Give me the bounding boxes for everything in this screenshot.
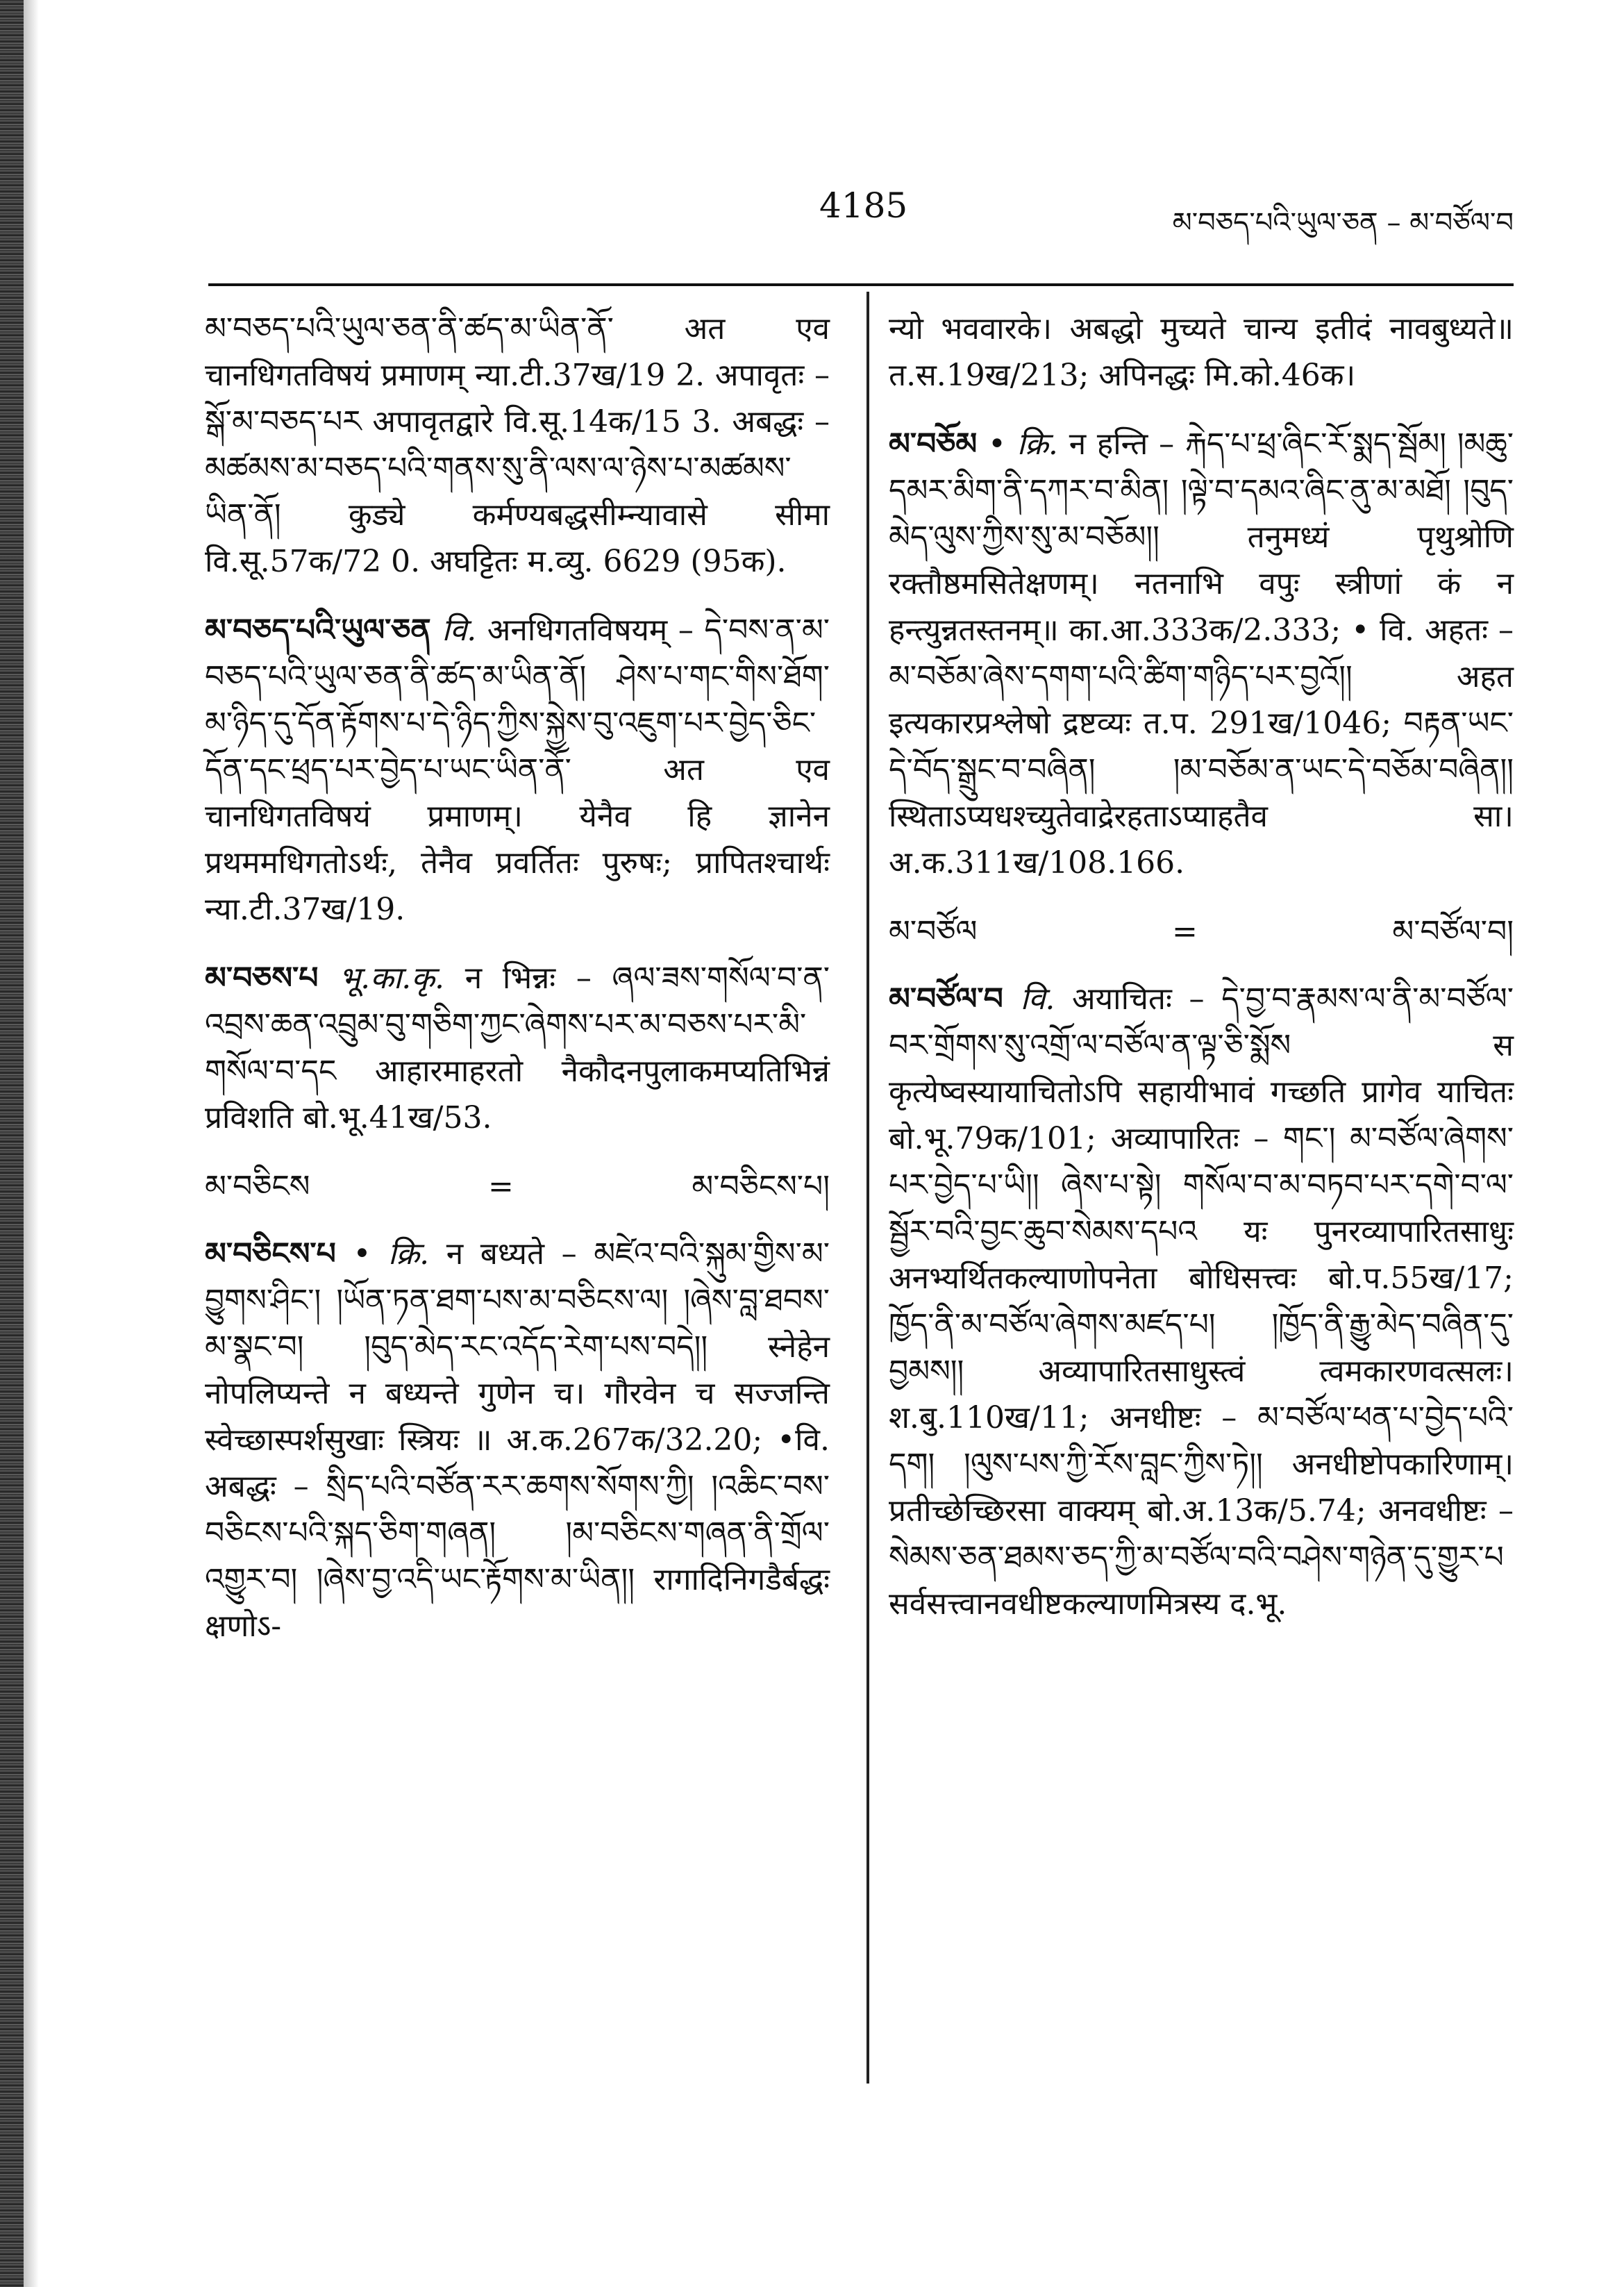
xref-target: མ་བཅིངས་པ།: [692, 1169, 830, 1204]
page-header: [208, 177, 1514, 239]
right-column: [889, 306, 1514, 1649]
xref-target: མ་བཙོལ་བ།: [1392, 914, 1514, 949]
entry-text: अनधिगतविषयम् – དེ་བས་ན་མ་བཅད་པའི་ཡུལ་ཅན་ནི་ཚད་མ་ཡིན་ནོ། ཤེས་པ་གང་གིས་ཐོག་མ་ཉིད་དུ་དོན་རྟོགས་པ་དེ་ཉིད་ཀྱིས་སྐྱེས་བུ་འཇུག་པར་བྱེད་ཅིང་དོན་དང་ཕྲད་པར་བྱེད་པ་ཡང་ཡིན་ནོ་ अत एव चानधिगतविषयं प्रमाणम्। येनैव हि ज्ञानेन प्रथममधिगतोऽर्थः, तेनैव प्रवर्तितः पुरुषः; प्रापितश्चार्थः न्या.टी.37ख/19.: [205, 613, 830, 927]
entry-headword: མ་བཙོལ་བ: [889, 981, 1003, 1017]
entry-paragraph: [205, 1231, 830, 1649]
dictionary-entry: [205, 607, 830, 933]
right-entries: [889, 306, 1514, 886]
dictionary-entry: [205, 1231, 830, 1649]
entry-headword: མ་བཅིངས་པ: [205, 1236, 336, 1272]
left-entries-after: [205, 1231, 830, 1649]
entry-text: མ་བཅད་པའི་ཡུལ་ཅན་ནི་ཚད་མ་ཡིན་ནོ་ अत एव चानधिगतविषयं प्रमाणम् न्या.टी.37ख/19 2. अपावृतः – སྒོ་མ་བཅད་པར अपावृतद्वारे वि.सू.14क/15 3. अबद्धः – མཚམས་མ་བཅད་པའི་གནས་སུ་ནི་ལས་ལ་ཉེས་པ་མཚམས་ཡིན་ནོ། कुड्ये कर्मण्यबद्धसीम्न्यावासे सीमा वि.सू.57क/72 0. अघट्टितः म.व्यु. 6629 (95क).: [205, 311, 830, 579]
entry-headword: མ་བཅོམ: [889, 426, 978, 462]
grammar-label: भू.का.कृ.: [339, 960, 445, 996]
entry-paragraph: [205, 306, 830, 585]
dictionary-entry: [205, 955, 830, 1141]
dictionary-entry: [889, 976, 1514, 1627]
grammar-label: • क्रि.: [353, 1236, 430, 1272]
entry-paragraph: [889, 306, 1514, 399]
dictionary-entry: [205, 306, 830, 585]
grammar-label: वि.: [442, 613, 477, 648]
page-number: 4185: [819, 185, 908, 226]
column-divider: [867, 292, 869, 2084]
entry-paragraph: [889, 421, 1514, 886]
cross-reference: [205, 1163, 830, 1210]
entry-text: न बध्यते – མཛེའ་བའི་སྐུམ་གྱིས་མ་བྱུགས་ཤིང་། །ཡོན་ཏན་ཐག་པས་མ་བཅིངས་ལ། །ཞེས་བླ་ཐབས་མ་སྣང་བ། །བུད་མེད་རང་འདོད་རེག་པས་བདེ།། स्नेहेन नोपलिप्यन्ते न बध्यन्ते गुणेन च। गौरवेन च सज्जन्ति स्वेच्छास्पर्शसुखाः स्त्रियः ॥ अ.क.267क/32.20; •वि. अबद्धः – སྲིད་པའི་བཙོན་རར་ཆགས་སོགས་ཀྱི། །འཆིང་བས་བཅིངས་པའི་སྐད་ཅིག་གཞན། །མ་བཅིངས་གཞན་ནི་གྲོལ་འགྱུར་བ། །ཞེས་བྱ་འདི་ཡང་རྟོགས་མ་ཡིན།། रागादिनिगडैर्बद्धः क्षणोऽ-: [205, 1236, 830, 1644]
cross-reference: [889, 908, 1514, 955]
entry-text: अयाचितः – དེ་བྱ་བ་རྣམས་ལ་ནི་མ་བཙོལ་བར་གྲོགས་སུ་འགྲོ་ལ་བཙོལ་ན་ལྟ་ཅི་སྨོས स कृत्येष्वस्यायाचितोऽपि सहायीभावं गच्छति प्रागेव याचितः बो.भू.79क/101; अव्यापारितः – གང་། མ་བཙོལ་ཞེགས་པར་བྱེད་པ་ཡི།། ཞེས་པ་སྟེ། གསོལ་བ་མ་བཏབ་པར་དགེ་བ་ལ་སྦྱོར་བའི་བྱང་ཆུབ་སེམས་དཔའ यः पुनरव्यापारितसाधुः अनभ्यर्थितकल्याणोपनेता बोधिसत्त्वः बो.प.55ख/17; ཁྱོད་ནི་མ་བཙོལ་ཞེགས་མཛད་པ། །ཁྱོད་ནི་རྒྱུ་མེད་བཞིན་དུ་བྱམས།། अव्यापारितसाधुस्त्वं त्वमकारणवत्सलः। श.बु.110ख/11; अनधीष्टः – མ་བཙོལ་ཕན་པ་བྱེད་པའི་དག། །ལུས་པས་ཀྱི་རོས་བླང་ཀྱིས་ཏེ།། अनधीष्टोपकारिणाम्। प्रतीच्छेच्छिरसा वाक्यम् बो.अ.13क/5.74; अनवधीष्टः – སེམས་ཅན་ཐམས་ཅད་ཀྱི་མ་བཙོལ་བའི་བཤེས་གཉེན་དུ་གྱུར་པ सर्वसत्त्वानवधीष्टकल्याणमित्रस्य द.भू.: [889, 981, 1514, 1622]
left-entries: [205, 306, 830, 1141]
running-head: མ་བཅད་པའི་ཡུལ་ཅན – མ་བཙོལ་བ: [1172, 207, 1514, 239]
dictionary-entry: [889, 421, 1514, 886]
entry-text: न्यो भववारके। अबद्धो मुच्यते चान्य इतीदं नावबुध्यते॥ त.स.19ख/213; अपिनद्धः मि.को.46क।: [889, 311, 1514, 393]
entry-headword: མ་བཅད་པའི་ཡུལ་ཅན: [205, 613, 431, 648]
scan-edge: [0, 0, 24, 2287]
xref-headword: མ་བཙོལ: [889, 914, 978, 949]
xref-equals: =: [487, 1169, 514, 1204]
xref-headword: མ་བཅིངས: [205, 1169, 310, 1204]
grammar-label: वि.: [1020, 981, 1055, 1017]
entry-paragraph: [205, 607, 830, 933]
entry-text: न हन्ति – རྐེད་པ་ཕྲ་ཞིང་རོ་སྨད་སྦོམ། །མཆུ་དམར་མིག་ནི་དཀར་བ་མིན། །ལྟེ་བ་དམའ་ཞིང་ནུ་མ་མཐོ། །བུད་མེད་ལུས་ཀྱིས་སུ་མ་བཅོམ།། तनुमध्यं पृथुश्रोणि रक्तौष्ठमसितेक्षणम्। नतनाभि वपुः स्त्रीणां कं न हन्त्युन्नतस्तनम्॥ का.आ.333क/2.333; • वि. अहतः – མ་བཅོམ་ཞེས་དགག་པའི་ཚིག་གཉིད་པར་བྱའོ།། अहत इत्यकारप्रश्लेषो द्रष्टव्यः त.प. 291ख/1046; བརྟན་ཡང་དེ་བོད་སྒྲུང་བ་བཞིན། །མ་བཅོམ་ན་ཡང་དེ་བཅོམ་བཞིན།། स्थिताऽप्यधश्च्युतेवाद्रेरहताऽप्याहतैव सा। अ.क.311ख/108.166.: [889, 426, 1514, 881]
entry-text: न भिन्नः – ཞལ་ཟས་གསོལ་བ་ན་འབྲས་ཆན་འབྲུམ་བུ་གཅིག་ཀྱང་ཞེགས་པར་མ་བཅས་པར་མི་གསོལ་བ་དང आहारमाहरतो नैकौदनपुलाकमप्यतिभिन्नं प्रविशति बो.भू.41ख/53.: [205, 960, 830, 1136]
left-column: [205, 306, 830, 1672]
right-entries-after: [889, 976, 1514, 1627]
entry-headword: མ་བཅས་པ: [205, 960, 319, 996]
entry-paragraph: [205, 955, 830, 1141]
dictionary-entry: [889, 306, 1514, 399]
grammar-label: • क्रि.: [988, 426, 1058, 462]
xref-equals: =: [1171, 914, 1198, 949]
entry-paragraph: [889, 976, 1514, 1627]
header-rule: [208, 283, 1514, 286]
